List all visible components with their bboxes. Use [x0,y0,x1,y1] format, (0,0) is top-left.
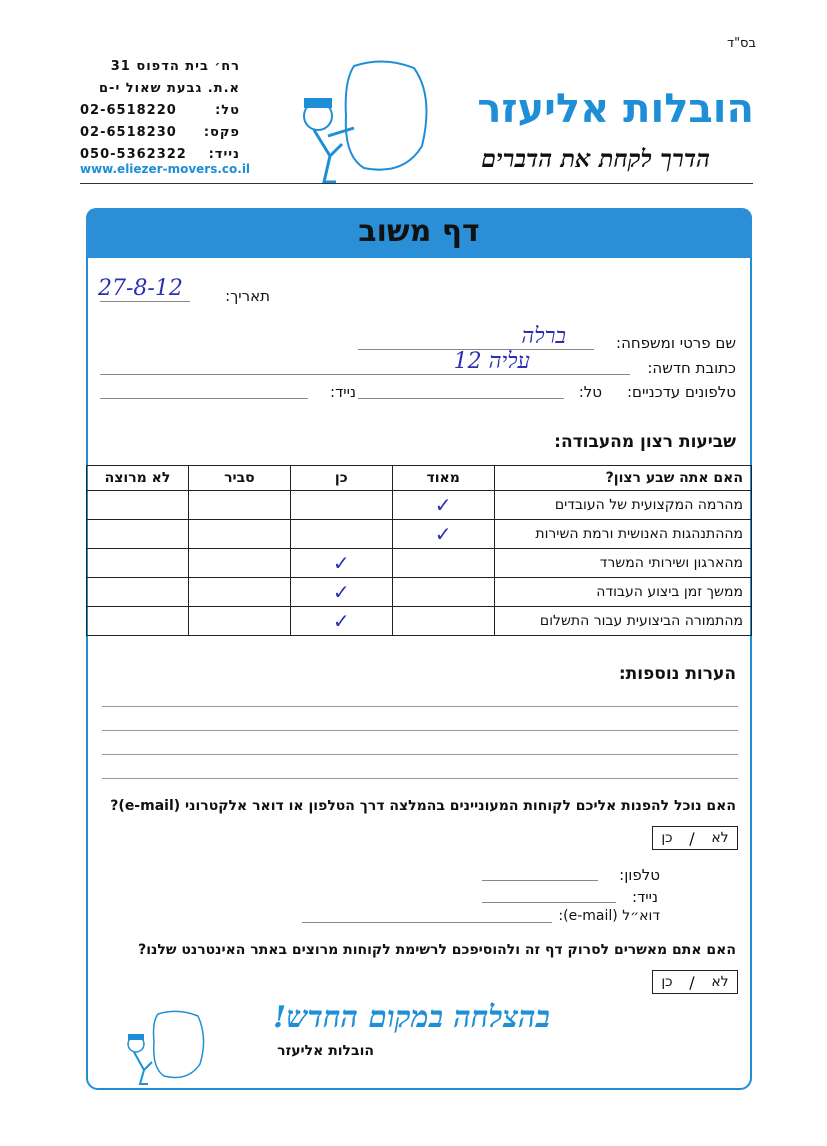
yes-option[interactable]: כן [661,974,673,990]
header-question: האם אתה שבע רצון? [494,466,751,491]
phone-number: 02-6518220 [80,103,177,118]
satisfaction-table [86,465,752,636]
check-cell[interactable] [87,578,189,607]
tel-line[interactable] [358,398,564,399]
notes-line-3[interactable] [102,754,738,755]
no-option[interactable]: לא [711,974,729,990]
check-cell[interactable] [87,607,189,636]
table-header-row [87,466,752,491]
check-cell[interactable] [188,549,290,578]
check-cell[interactable]: ✓ [392,491,494,520]
footer-slogan: בהצלחה במקום החדש! [272,1000,550,1035]
header-divider [80,183,753,184]
check-cell[interactable] [392,578,494,607]
scan-question: האם אתם מאשרים לסרוק דף זה ולהוסיפכם לרשימת לקוחות מרוצים באתר האינטרנט שלנו? [138,942,736,958]
contact-mobile-line[interactable] [482,902,616,903]
fax-number: 02-6518230 [80,125,177,140]
header-unsatisfied: לא מרוצה [87,466,189,491]
contact-email-line[interactable] [302,922,552,923]
address-line-1: רח׳ בית הדפוס 31 [110,59,240,74]
check-cell[interactable] [87,549,189,578]
contact-phone-label: טלפון: [619,866,660,884]
contact-email-label: דוא״ל (e-mail): [558,908,660,924]
slash-divider: / [689,828,695,848]
check-cell[interactable] [188,607,290,636]
notes-line-2[interactable] [102,730,738,731]
footer-brand: הובלות אליעזר [277,1043,374,1059]
table-row [87,578,752,607]
address-value[interactable]: עליה 12 [453,349,530,374]
contact-yes-no[interactable] [652,826,738,850]
check-cell[interactable]: ✓ [290,549,392,578]
notes-line-4[interactable] [102,778,738,779]
contact-phone-line[interactable] [482,880,598,881]
mover-mascot-small-icon [118,1008,210,1088]
tel-label: טל: [578,383,602,401]
bsd-mark: בס"ד [726,36,756,51]
brand-name: הובלות אליעזר [477,86,754,132]
table-row [87,491,752,520]
company-contact [80,56,240,166]
address-line-2: א.ת. גבעת שאול י-ם [99,81,240,96]
check-cell[interactable] [290,491,392,520]
brand-slogan: הדרך לקחת את הדברים [481,144,710,173]
table-row [87,607,752,636]
header-reasonable: סביר [188,466,290,491]
mobile-number: 050-5362322 [80,147,187,162]
row-question: מהתמורה הביצועית עבור התשלום [494,607,751,636]
address-label: כתובת חדשה: [647,359,736,377]
check-cell[interactable] [392,549,494,578]
phone-label: טל: [215,103,240,118]
website-link[interactable]: www.eliezer-movers.co.il [80,162,251,176]
date-line [100,301,190,302]
contact-question: האם נוכל להפנות אליכם לקוחות המעוניינים בהמלצה דרך הטלפון או דואר אלקטרוני (e-mail)? [110,798,736,814]
contact-mobile-label: נייד: [632,888,658,906]
check-cell[interactable] [188,491,290,520]
notes-title: הערות נוספות: [618,664,736,684]
name-label: שם פרטי ומשפחה: [616,334,736,352]
no-option[interactable]: לא [711,830,729,846]
mobile-line[interactable] [100,398,308,399]
phones-label: טלפונים עדכניים: [626,383,736,401]
fax-label: פקס: [203,125,240,140]
scan-yes-no[interactable] [652,970,738,994]
yes-option[interactable]: כן [661,830,673,846]
check-cell[interactable] [392,607,494,636]
check-cell[interactable] [87,520,189,549]
row-question: ממשך זמן ביצוע העבודה [494,578,751,607]
mobile-label: נייד: [208,147,240,162]
header-yes: כן [290,466,392,491]
check-cell[interactable] [188,520,290,549]
header-very: מאוד [392,466,494,491]
check-cell[interactable]: ✓ [392,520,494,549]
satisfaction-title: שביעות רצון מהעבודה: [554,432,736,452]
mobile-label-form: נייד: [330,383,356,401]
notes-line-1[interactable] [102,706,738,707]
row-question: מהרמה המקצועית של העובדים [494,491,751,520]
slash-divider: / [689,972,695,992]
form-title: דף משוב [358,214,480,249]
address-line [100,374,630,375]
check-cell[interactable] [87,491,189,520]
table-row [87,520,752,549]
check-cell[interactable] [290,520,392,549]
check-cell[interactable]: ✓ [290,607,392,636]
name-value[interactable]: ברלה [521,324,566,349]
table-row [87,549,752,578]
date-value[interactable]: 27-8-12 [98,276,183,301]
date-label: תאריך: [225,287,270,305]
mover-mascot-icon [284,56,444,188]
row-question: מההתנהגות האנושית ורמת השירות [494,520,751,549]
check-cell[interactable]: ✓ [290,578,392,607]
row-question: מהארגון ושירותי המשרד [494,549,751,578]
check-cell[interactable] [188,578,290,607]
